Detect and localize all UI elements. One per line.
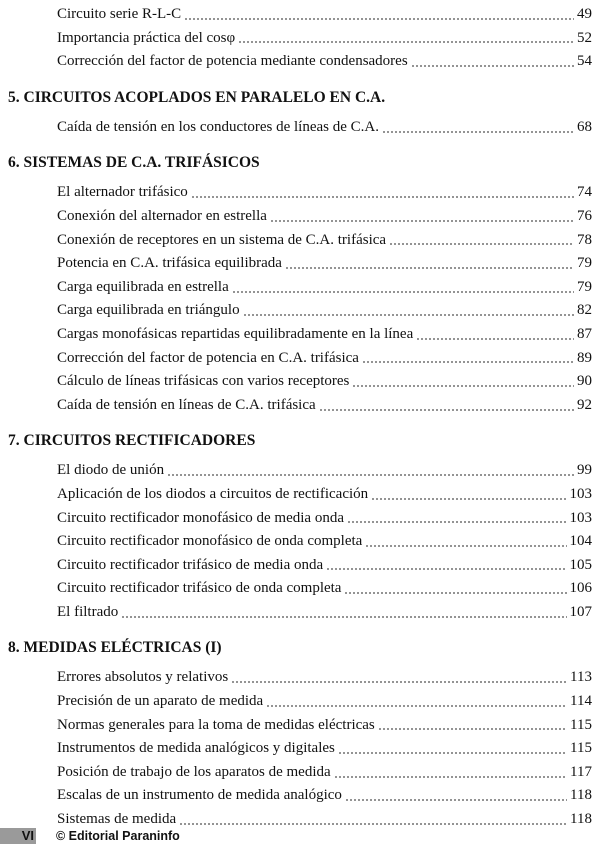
entry-title: Circuito serie R-L-C [57, 6, 182, 22]
toc-entry [0, 3, 600, 27]
entry-title: Cargas monofásicas repartidas equilibradamente en la línea [57, 325, 414, 342]
entry-page: 79 [577, 255, 592, 272]
entry-title: Circuito rectificador trifásico de onda completa [57, 580, 342, 597]
dot-leader [416, 338, 574, 340]
entry-page: 117 [570, 763, 592, 780]
dot-leader [389, 243, 574, 245]
toc-entry [0, 370, 600, 394]
dot-leader [334, 776, 567, 778]
entry-title: Aplicación de los diodos a circuitos de rectificación [57, 485, 369, 502]
entry-page: 78 [577, 231, 592, 248]
entry-title: Conexión del alternador en estrella [57, 207, 267, 224]
dot-leader [365, 545, 566, 547]
dot-leader [345, 799, 567, 801]
toc-entry [0, 347, 600, 371]
entry-title: El filtrado [57, 603, 119, 620]
chapter-heading: 6. SISTEMAS DE C.A. TRIFÁSICOS [8, 154, 260, 172]
entry-page: 115 [570, 740, 592, 757]
dot-leader [179, 823, 567, 825]
entry-title: Caída de tensión en los conductores de líneas de C.A. [57, 118, 380, 135]
entry-title: Potencia en C.A. trifásica equilibrada [57, 255, 282, 272]
toc-entry [0, 394, 600, 418]
entry-title: El alternador trifásico [57, 184, 188, 201]
entry-page: 118 [570, 787, 592, 804]
entry-page: 104 [569, 533, 592, 550]
toc-entry [0, 714, 600, 738]
entry-title: Circuito rectificador monofásico de onda completa [57, 533, 363, 550]
entry-title: Corrección del factor de potencia mediante condensadores [57, 53, 408, 70]
dot-leader [382, 131, 574, 133]
entry-title: Sistemas de medida [57, 811, 177, 828]
entry-title: Instrumentos de medida analógicos y digitales [57, 740, 335, 757]
dot-leader [285, 267, 574, 269]
entry-title: Escalas de un instrumento de medida analógico [57, 787, 342, 804]
toc-entry [0, 577, 600, 601]
dot-leader [319, 409, 574, 411]
dot-leader [326, 568, 566, 570]
entry-page: 68 [577, 118, 592, 135]
toc-entry [0, 229, 600, 253]
entry-page: 118 [570, 811, 592, 828]
toc-entry [0, 299, 600, 323]
dot-leader [371, 498, 566, 500]
toc-entry [0, 459, 600, 483]
table-of-contents [0, 3, 600, 832]
chapter-heading: 5. CIRCUITOS ACOPLADOS EN PARALELO EN C.A. [8, 88, 386, 106]
entry-title: Circuito rectificador trifásico de media onda [57, 556, 324, 573]
entry-page: 107 [569, 603, 592, 620]
toc-entry [0, 761, 600, 785]
toc-entry [0, 483, 600, 507]
entry-title: Importancia práctica del cosφ [57, 29, 236, 46]
dot-leader [238, 41, 574, 43]
toc-entry [0, 737, 600, 761]
dot-leader [232, 291, 574, 293]
publisher-credit: © Editorial Paraninfo [56, 829, 180, 843]
dot-leader [184, 18, 574, 20]
toc-entry [0, 601, 600, 625]
toc-entry [0, 323, 600, 347]
dot-leader [121, 616, 566, 618]
toc-entry [0, 507, 600, 531]
entry-page: 103 [569, 509, 592, 526]
dot-leader [243, 314, 574, 316]
toc-entry [0, 27, 600, 51]
dot-leader [338, 752, 567, 754]
dot-leader [344, 592, 566, 594]
dot-leader [362, 361, 574, 363]
entry-page: 89 [577, 349, 592, 366]
dot-leader [411, 65, 574, 67]
entry-page: 90 [577, 373, 592, 390]
entry-page: 106 [569, 580, 592, 597]
entry-title: Corrección del factor de potencia en C.A. trifásica [57, 349, 359, 366]
entry-title: El diodo de unión [57, 462, 165, 479]
entry-page: 76 [577, 207, 592, 224]
toc-entry [0, 116, 600, 140]
toc-entry [0, 666, 600, 690]
entry-page: 99 [577, 462, 592, 479]
entry-title: Errores absolutos y relativos [57, 669, 229, 686]
toc-entry [0, 690, 600, 714]
toc-entry [0, 554, 600, 578]
toc-entry [0, 181, 600, 205]
entry-page: 103 [569, 485, 592, 502]
dot-leader [191, 196, 574, 198]
entry-page: 82 [577, 302, 592, 319]
dot-leader [231, 681, 567, 683]
entry-title: Carga equilibrada en estrella [57, 278, 229, 295]
dot-leader [347, 521, 567, 523]
entry-page: 92 [577, 396, 592, 413]
entry-title: Caída de tensión en líneas de C.A. trifásica [57, 396, 316, 413]
chapter-heading: 7. CIRCUITOS RECTIFICADORES [8, 432, 256, 450]
entry-page: 87 [577, 325, 592, 342]
entry-title: Circuito rectificador monofásico de media onda [57, 509, 344, 526]
dot-leader [352, 385, 574, 387]
entry-page: 54 [577, 53, 592, 70]
entry-page: 49 [577, 6, 592, 22]
entry-title: Normas generales para la toma de medidas eléctricas [57, 716, 375, 733]
toc-entry [0, 205, 600, 229]
entry-page: 52 [577, 29, 592, 46]
entry-title: Posición de trabajo de los aparatos de medida [57, 763, 331, 780]
dot-leader [270, 220, 574, 222]
entry-page: 105 [569, 556, 592, 573]
entry-title: Conexión de receptores en un sistema de C.A. trifásica [57, 231, 387, 248]
entry-title: Precisión de un aparato de medida [57, 693, 264, 710]
page-footer [0, 827, 180, 845]
toc-entry [0, 276, 600, 300]
entry-page: 114 [570, 693, 592, 710]
dot-leader [266, 705, 567, 707]
toc-entry [0, 530, 600, 554]
toc-entry [0, 252, 600, 276]
toc-entry [0, 784, 600, 808]
page-number-badge: VI [0, 828, 36, 844]
chapter-heading: 8. MEDIDAS ELÉCTRICAS (I) [8, 639, 222, 657]
dot-leader [378, 728, 567, 730]
entry-page: 115 [570, 716, 592, 733]
toc-entry [0, 50, 600, 74]
entry-page: 74 [577, 184, 592, 201]
entry-page: 113 [570, 669, 592, 686]
dot-leader [167, 474, 574, 476]
entry-title: Carga equilibrada en triángulo [57, 302, 240, 319]
entry-title: Cálculo de líneas trifásicas con varios receptores [57, 373, 350, 390]
entry-page: 79 [577, 278, 592, 295]
